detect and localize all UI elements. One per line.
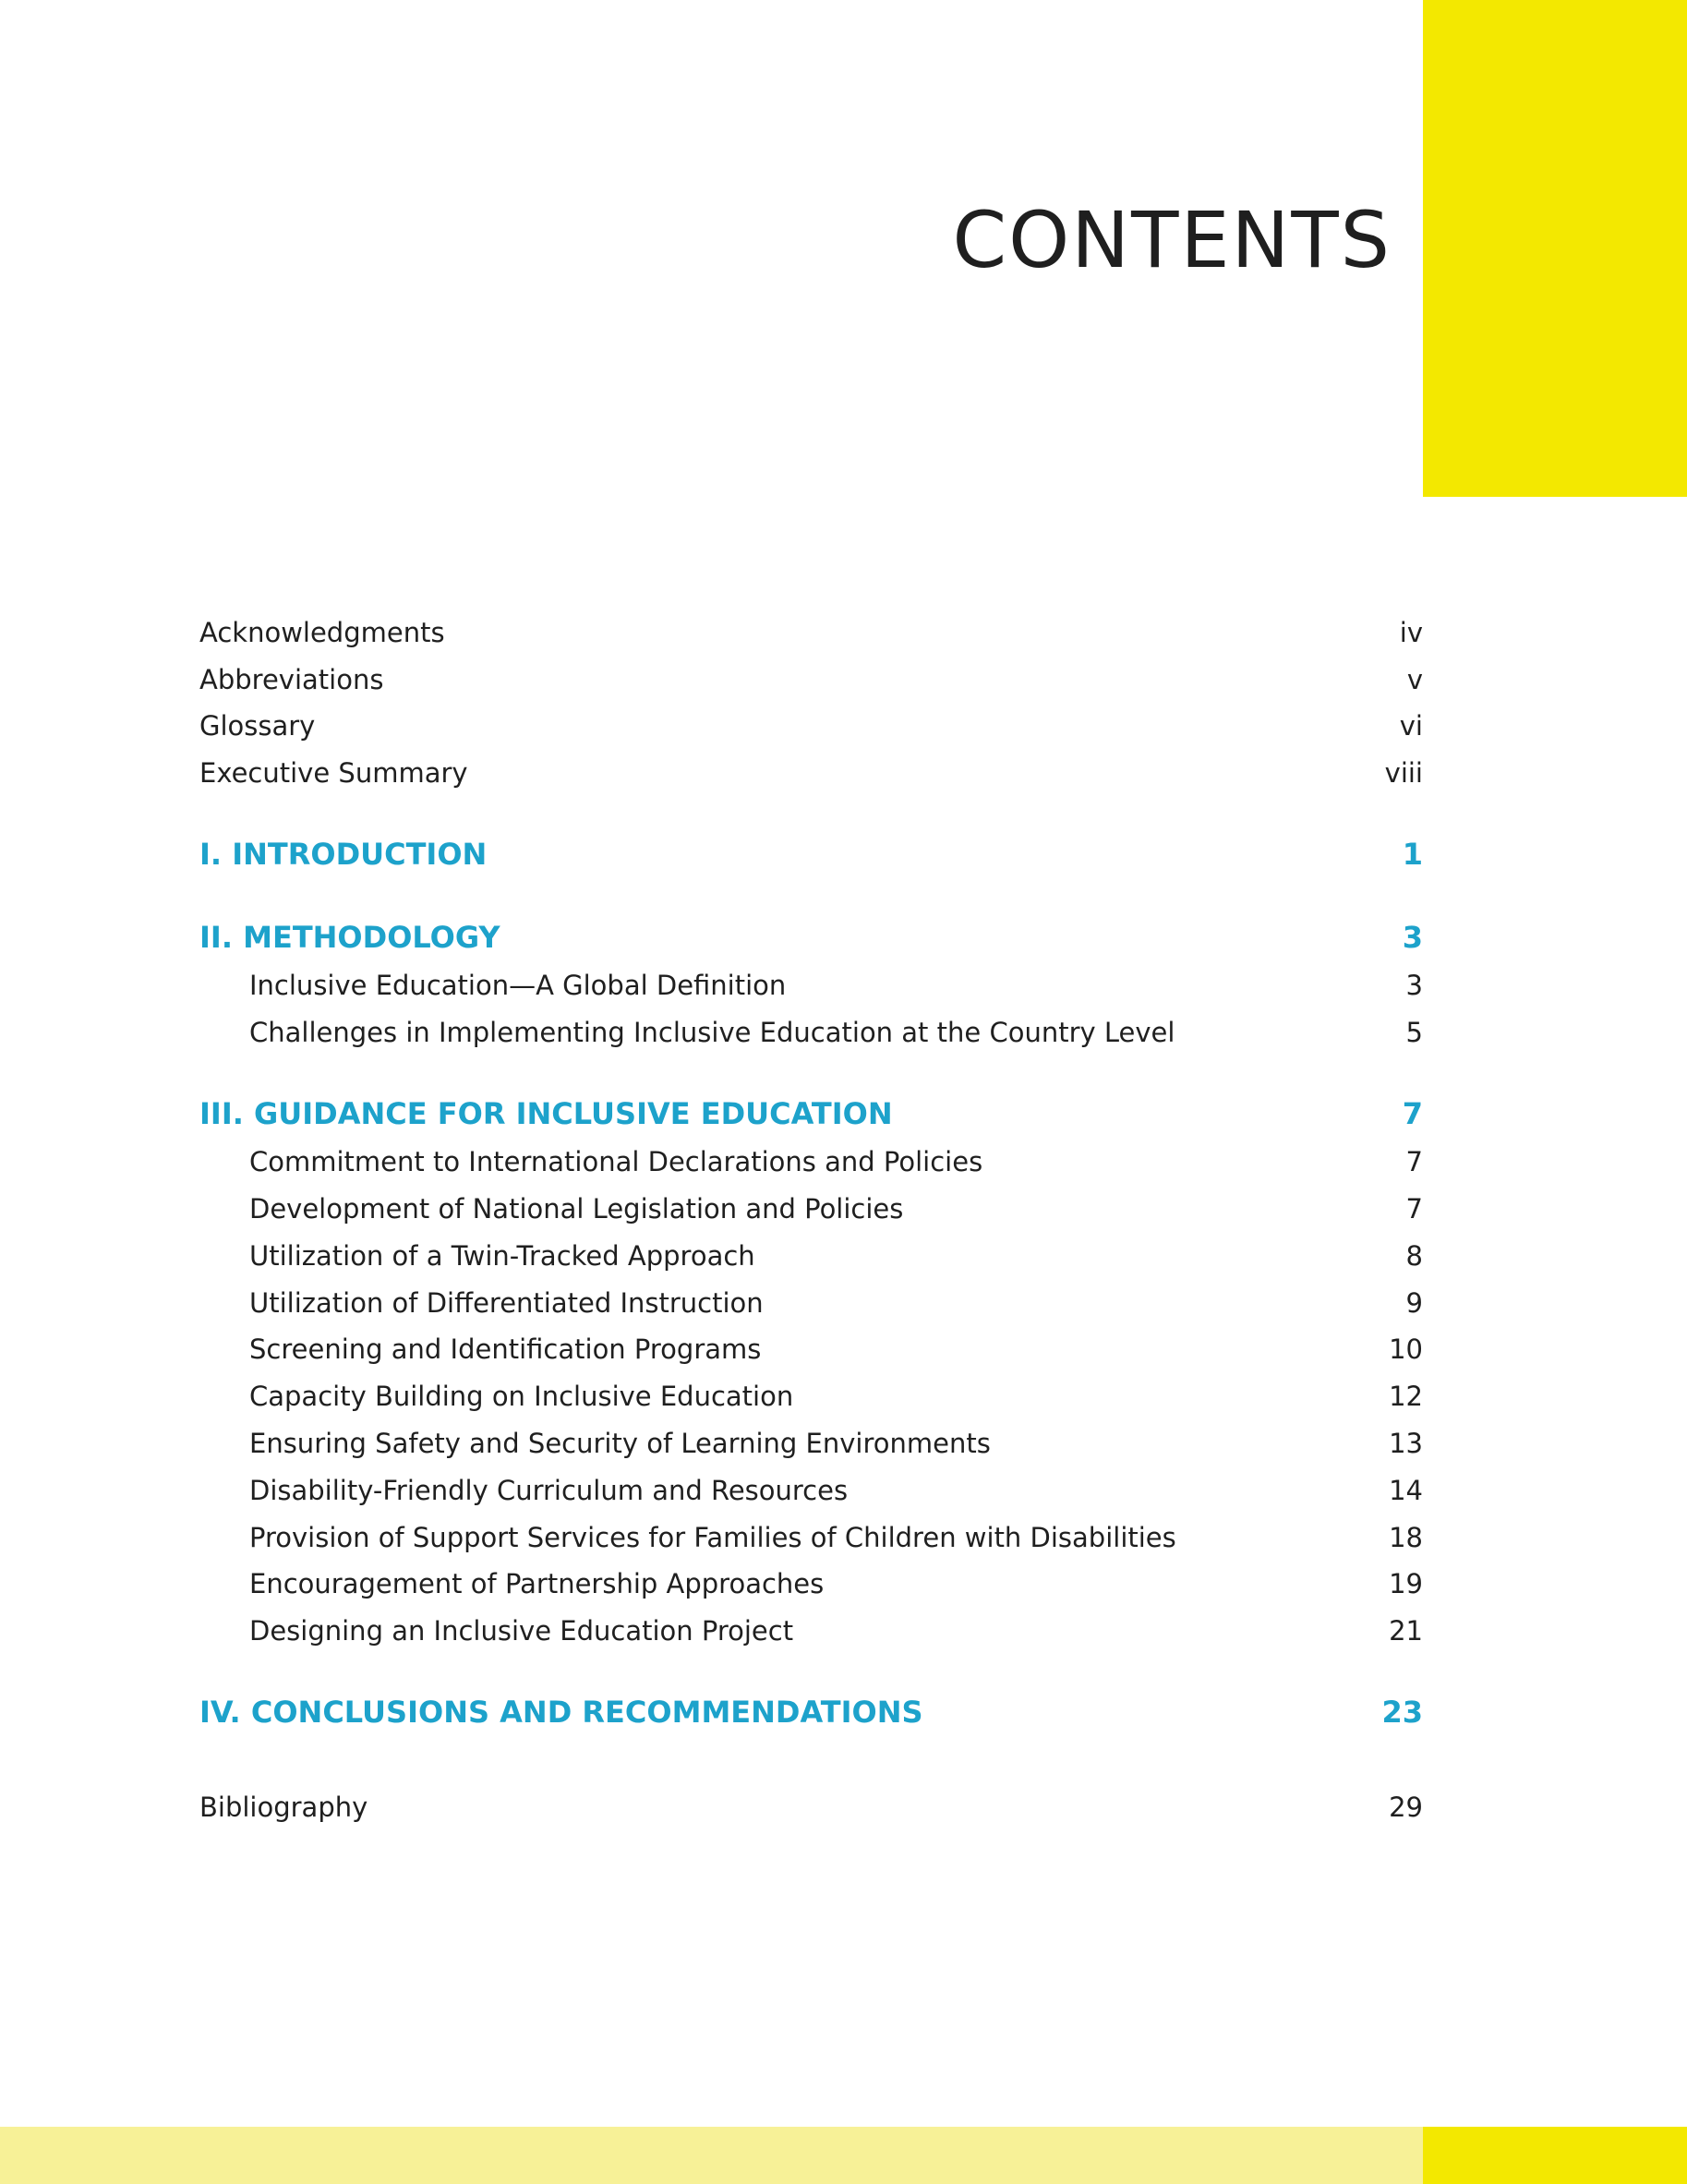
toc-entry-title: Disability-Friendly Curriculum and Resources (249, 1475, 849, 1506)
toc-entry-page: 7 (1405, 1146, 1423, 1177)
toc-entry-capacity-building[interactable] (199, 1376, 1423, 1417)
toc-entry-page: viii (1384, 757, 1423, 789)
toc-entry-title: Screening and Identification Programs (249, 1333, 762, 1365)
toc-entry-screening-programs[interactable] (199, 1329, 1423, 1370)
toc-entry-page: 21 (1389, 1615, 1423, 1647)
toc-entry-curriculum-resources[interactable] (199, 1470, 1423, 1511)
toc-entry-title: Utilization of Differentiated Instruction (249, 1287, 764, 1319)
toc-entry-executive-summary[interactable] (199, 753, 1423, 793)
toc-section-guidance[interactable] (199, 1093, 1423, 1134)
toc-section-conclusions[interactable] (199, 1692, 1423, 1732)
yellow-corner-block (1423, 0, 1687, 497)
toc-entry-page: 14 (1389, 1475, 1423, 1506)
toc-entry-title: Encouragement of Partnership Approaches (249, 1568, 825, 1599)
toc-section-methodology[interactable] (199, 917, 1423, 958)
toc-entry-title: Commitment to International Declarations and Policies (249, 1146, 983, 1177)
toc-entry-title: Designing an Inclusive Education Project (249, 1615, 794, 1647)
toc-entry-differentiated-instruction[interactable] (199, 1283, 1423, 1323)
toc-entry-page: 9 (1405, 1287, 1423, 1319)
toc-entry-title: Executive Summary (199, 757, 468, 789)
toc-entry-title: Inclusive Education—A Global Definition (249, 970, 787, 1001)
toc-entry-page: 19 (1389, 1568, 1423, 1599)
toc-section-title: I. INTRODUCTION (199, 837, 488, 872)
page-title: CONTENTS (952, 195, 1392, 285)
toc-entry-page: 7 (1405, 1193, 1423, 1225)
toc-entry-implementation-challenges[interactable] (199, 1012, 1423, 1053)
table-of-contents (199, 0, 1423, 2184)
toc-section-title: III. GUIDANCE FOR INCLUSIVE EDUCATION (199, 1096, 893, 1131)
footer-corner-block (1423, 2127, 1687, 2184)
toc-entry-partnership-approaches[interactable] (199, 1563, 1423, 1604)
toc-entry-page: 18 (1389, 1522, 1423, 1553)
toc-section-page: 7 (1402, 1096, 1423, 1131)
toc-entry-twin-tracked-approach[interactable] (199, 1236, 1423, 1276)
toc-entry-page: 5 (1405, 1017, 1423, 1048)
toc-entry-acknowledgments[interactable] (199, 612, 1423, 653)
toc-entry-title: Glossary (199, 710, 316, 742)
toc-entry-page: 10 (1389, 1333, 1423, 1365)
toc-section-page: 3 (1402, 920, 1423, 955)
toc-entry-glossary[interactable] (199, 706, 1423, 746)
toc-entry-international-declarations[interactable] (199, 1141, 1423, 1182)
toc-entry-page: 8 (1405, 1240, 1423, 1272)
toc-entry-page: iv (1399, 617, 1423, 648)
toc-entry-abbreviations[interactable] (199, 659, 1423, 700)
toc-entry-family-support-services[interactable] (199, 1517, 1423, 1558)
toc-entry-bibliography[interactable] (199, 1787, 1423, 1828)
toc-entry-national-legislation[interactable] (199, 1189, 1423, 1229)
toc-entry-title: Provision of Support Services for Families of Children with Disabilities (249, 1522, 1176, 1553)
toc-entry-safety-security[interactable] (199, 1423, 1423, 1464)
toc-section-page: 1 (1402, 837, 1423, 872)
toc-entry-page: vi (1399, 710, 1423, 742)
toc-section-title: IV. CONCLUSIONS AND RECOMMENDATIONS (199, 1695, 923, 1730)
toc-entry-page: v (1406, 664, 1423, 695)
toc-entry-title: Utilization of a Twin-Tracked Approach (249, 1240, 755, 1272)
toc-entry-page: 12 (1389, 1381, 1423, 1412)
toc-entry-page: 29 (1389, 1792, 1423, 1823)
toc-entry-title: Acknowledgments (199, 617, 445, 648)
toc-section-introduction[interactable] (199, 834, 1423, 875)
toc-entry-page: 3 (1405, 970, 1423, 1001)
toc-entry-page: 13 (1389, 1428, 1423, 1459)
toc-section-page: 23 (1381, 1695, 1423, 1730)
toc-entry-title: Ensuring Safety and Security of Learning Environments (249, 1428, 991, 1459)
toc-section-title: II. METHODOLOGY (199, 920, 500, 955)
toc-entry-title: Capacity Building on Inclusive Education (249, 1381, 794, 1412)
toc-entry-title: Abbreviations (199, 664, 384, 695)
toc-entry-title: Bibliography (199, 1792, 368, 1823)
toc-entry-global-definition[interactable] (199, 965, 1423, 1006)
toc-entry-title: Development of National Legislation and Policies (249, 1193, 904, 1225)
toc-entry-project-design[interactable] (199, 1611, 1423, 1651)
toc-entry-title: Challenges in Implementing Inclusive Education at the Country Level (249, 1017, 1175, 1048)
